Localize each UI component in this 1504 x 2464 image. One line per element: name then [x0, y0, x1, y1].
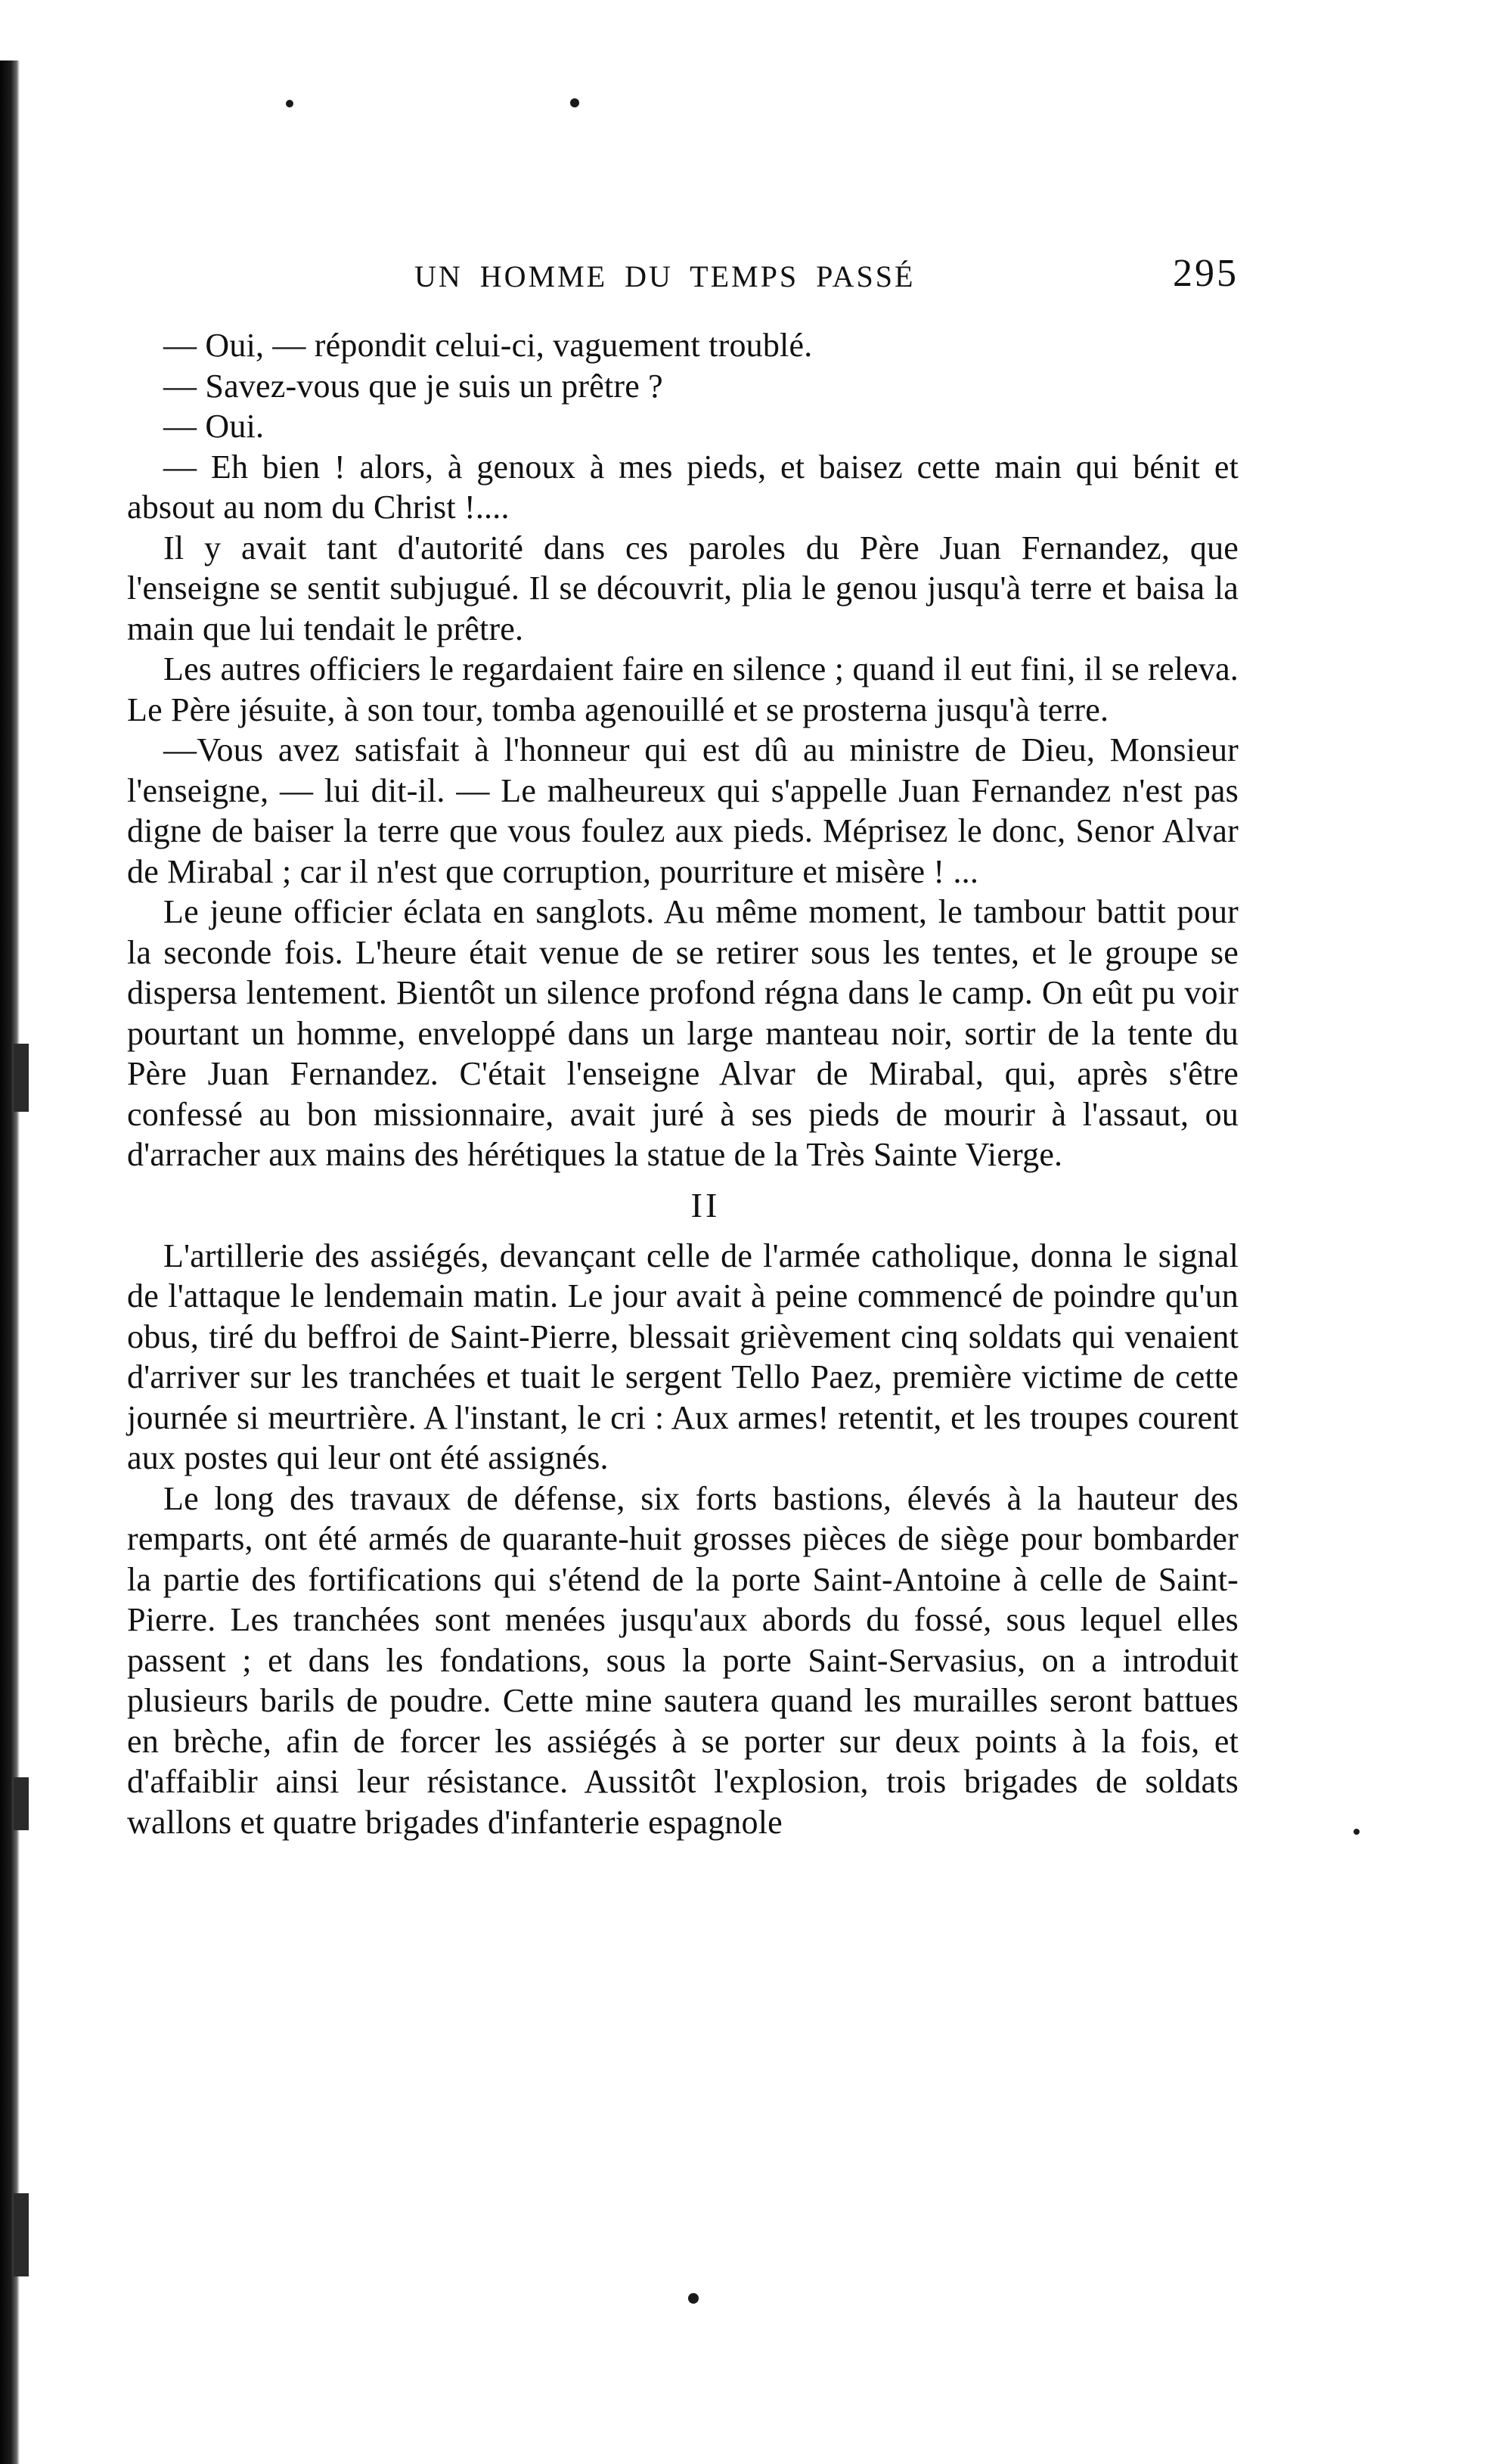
signature-mark	[688, 2293, 699, 2304]
binding-speck	[14, 1777, 29, 1830]
stray-dot	[570, 98, 579, 107]
binding-speck	[14, 1044, 29, 1112]
running-title: UN HOMME DU TEMPS PASSÉ	[414, 259, 916, 293]
paragraph: Les autres officiers le regardaient faire en silence ; quand il eut fini, il se releva. Le Père jésuite, à son tour, tomba agenouillé et se prosterna jusqu'à terre.	[127, 650, 1239, 728]
paragraph: L'artillerie des assiégés, devançant celle de l'armée catholique, donna le signal de l'attaque le lendemain matin. Le jour avait à peine commencé de poindre qu'un obus, tiré du beffroi de Saint-Pierre, blessait grièvement cinq soldats qui venaient d'arriver sur les tranchées et tuait le sergent Tello Paez, première victime de cette journée si meurtrière. A l'instant, le cri : Aux armes! retentit, et les troupes courent aux postes qui leur ont été assignés.	[127, 1237, 1239, 1476]
page-number: 295	[1173, 252, 1239, 295]
dialogue-line: — Oui, — répondit celui-ci, vaguement troublé.	[163, 327, 813, 364]
section-number: II	[690, 1185, 721, 1224]
paragraph: Le long des travaux de défense, six forts bastions, élevés à la hauteur des remparts, ont été armés de quarante-huit grosses pièces de siège pour bombarder la partie des fortifications qui s'étend de la porte Saint-Antoine à celle de Saint-Pierre. Les tranchées sont menées jusqu'aux abords du fossé, sous lequel elles passent ; et dans les fondations, sous la porte Saint-Servasius, on a introduit plusieurs barils de poudre. Cette mine sautera quand les murailles seront battues en brèche, afin de forcer les assiégés à se porter sur deux points à la fois, et d'affaiblir ainsi leur résistance. Aussitôt l'explosion, trois brigades de soldats wallons et quatre brigades d'infanterie espagnole	[127, 1479, 1239, 1841]
dialogue-line: — Eh bien ! alors, à genoux à mes pieds, et baisez cette main qui bénit et absout au nom du Christ !....	[127, 448, 1239, 526]
paragraph: Il y avait tant d'autorité dans ces paroles du Père Juan Fernandez, que l'enseigne se sentit subjugué. Il se découvrit, plia le genou jusqu'à terre et baisa la main que lui tendait le prêtre.	[127, 529, 1239, 647]
paragraph: Le jeune officier éclata en sanglots. Au même moment, le tambour battit pour la seconde fois. L'heure était venue de se retirer sous les tentes, et le groupe se dispersa lentement. Bientôt un silence profond régna dans le camp. On eût pu voir pourtant un homme, enveloppé dans un large manteau noir, sortir de la tente du Père Juan Fernandez. C'était l'enseigne Alvar de Mirabal, qui, après s'être confessé au bon missionnaire, avait juré à ses pieds de mourir à l'assaut, ou d'arracher aux mains des hérétiques la statue de la Très Sainte Vierge.	[127, 893, 1239, 1173]
book-page	[127, 242, 1239, 1842]
binding-edge	[0, 61, 20, 2464]
stray-dot	[1354, 1829, 1360, 1835]
stray-dot	[286, 100, 293, 107]
paragraph: —Vous avez satisfait à l'honneur qui est dû au ministre de Dieu, Monsieur l'enseigne, — lui dit-il. — Le malheureux qui s'appelle Juan Fernandez n'est pas digne de baiser la terre que vous foulez aux pieds. Méprisez le donc, Senor Alvar de Mirabal ; car il n'est que corruption, pourriture et misère ! ...	[127, 731, 1239, 890]
binding-speck	[14, 2193, 29, 2276]
dialogue-line: — Oui.	[163, 408, 265, 445]
running-head	[127, 242, 1239, 303]
dialogue-line: — Savez-vous que je suis un prêtre ?	[163, 367, 663, 405]
